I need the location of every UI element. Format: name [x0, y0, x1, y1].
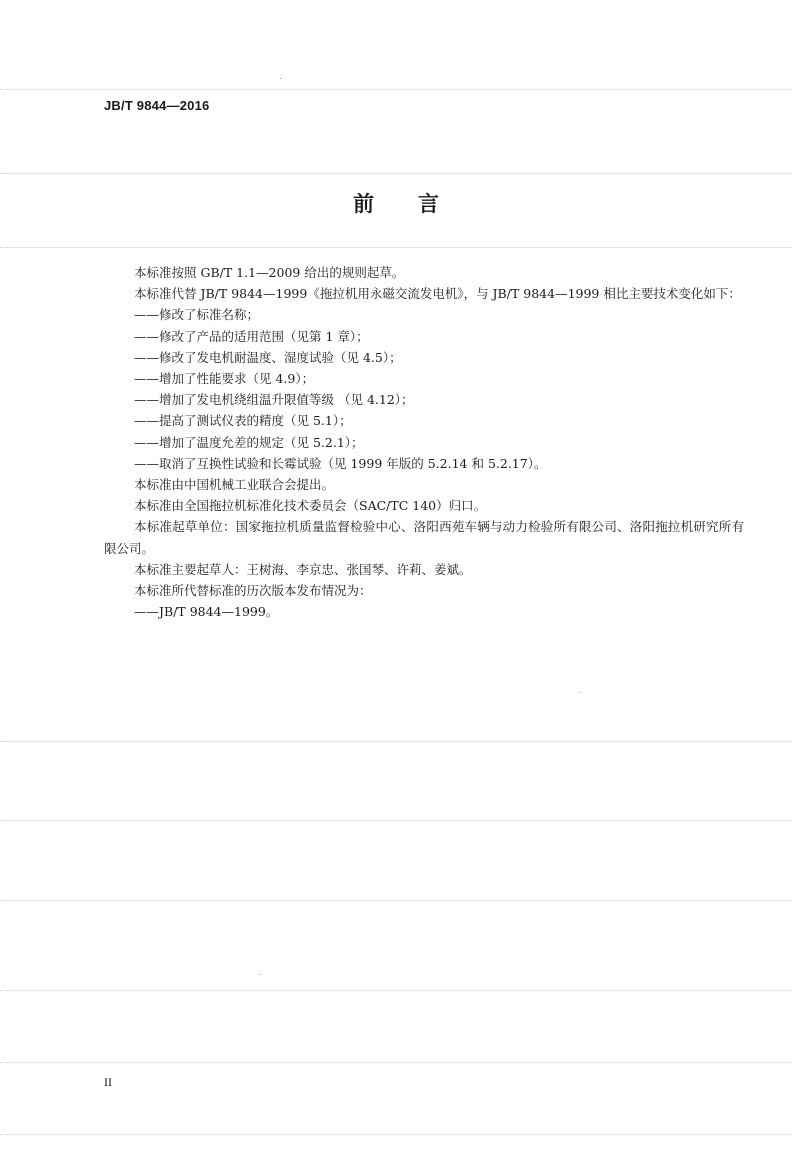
paragraph: 本标准代替 JB/T 9844—1999《拖拉机用永磁交流发电机》，与 JB/T 9844—1999 相比主要技术变化如下： [134, 286, 741, 302]
paragraph: 本标准主要起草人：王树海、李京忠、张国琴、许莉、姜斌。 [134, 561, 472, 577]
list-item: ——增加了温度允差的规定（见 5.2.1）； [134, 434, 364, 450]
list-item: ——修改了发电机耐温度、湿度试验（见 4.5）； [134, 349, 402, 365]
scan-line [0, 173, 792, 174]
list-item: ——提高了测试仪表的精度（见 5.1）； [134, 413, 352, 429]
list-item: ——增加了性能要求（见 4.9）； [134, 371, 315, 387]
title-char-1: 前 [353, 192, 374, 216]
scan-line [0, 990, 792, 991]
paragraph: 本标准所代替标准的历次版本发布情况为： [134, 583, 372, 599]
page-number: II [104, 1075, 112, 1089]
scan-line [0, 1134, 792, 1135]
scan-line [0, 89, 792, 90]
list-item: ——JB/T 9844—1999。 [134, 604, 279, 620]
list-item: ——取消了互换性试验和长霉试验（见 1999 年版的 5.2.14 和 5.2.17）。 [134, 455, 547, 471]
page-title [0, 188, 792, 218]
paragraph: 本标准起草单位：国家拖拉机质量监督检验中心、洛阳西苑车辆与动力检验所有限公司、洛阳拖拉机研究所有限公司。 [104, 519, 744, 556]
title-char-2: 言 [418, 192, 439, 216]
list-item: ——修改了产品的适用范围（见第 1 章）； [134, 328, 369, 344]
scan-speck [580, 692, 581, 693]
scan-line [0, 820, 792, 821]
paragraph: 本标准按照 GB/T 1.1—2009 给出的规则起草。 [134, 265, 405, 280]
scan-speck [280, 78, 281, 79]
paragraph: 本标准由中国机械工业联合会提出。 [134, 477, 335, 493]
list-item: ——修改了标准名称； [134, 307, 260, 323]
list-item: ——增加了发电机绕组温升限值等级 （见 4.12）； [134, 392, 414, 408]
scan-line [0, 247, 792, 248]
scan-line [0, 741, 792, 742]
standard-code: JB/T 9844—2016 [104, 98, 210, 113]
scan-speck [260, 974, 261, 975]
paragraph: 本标准由全国拖拉机标准化技术委员会（SAC/TC 140）归口。 [134, 498, 487, 514]
scan-line [0, 1062, 792, 1063]
foreword-body [104, 262, 744, 622]
scan-line [0, 900, 792, 901]
